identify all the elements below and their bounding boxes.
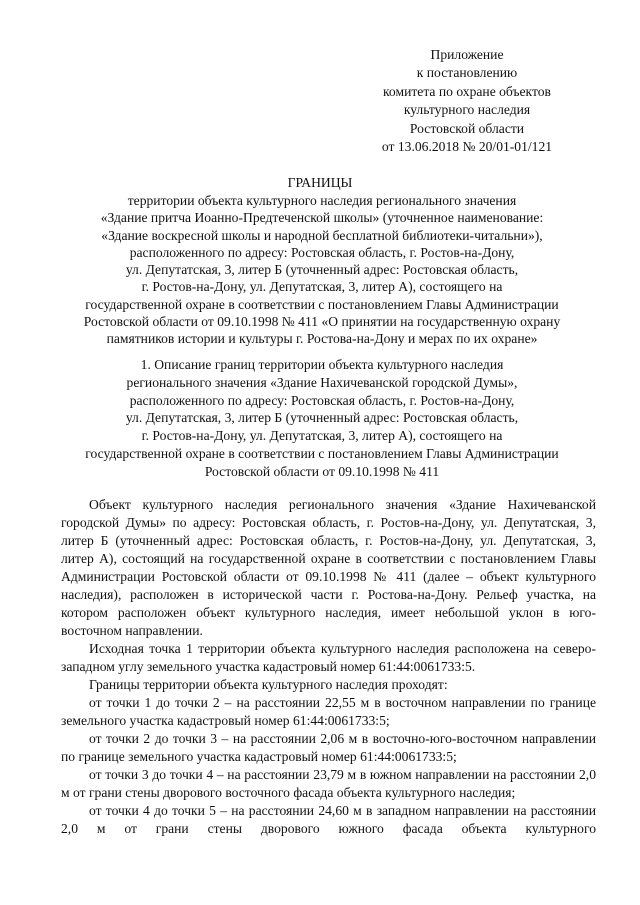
appendix-line: Ростовской области [409,120,525,136]
intro-line: «Здание притча Иоанно-Предтеченской школы» (уточненное наименование: [100,210,544,226]
section-line: регионального значения «Здание Нахичеванской городской Думы», [126,374,518,390]
appendix-line: Приложение [430,47,504,62]
intro-line: государственной охране в соответствии с постановлением Главы Администрации [85,296,559,312]
intro-line: ул. Депутатская, 3, литер Б (уточненный адрес: Ростовская область, [125,262,519,278]
section-line: расположенного по адресу: Ростовская область, г. Ростов-на-Дону, [129,392,515,408]
intro-line: г. Ростов-на-Дону, ул. Депутатская, 3, литер А), состоящего на [141,279,503,295]
intro-line: территории объекта культурного наследия регионального значения [127,193,517,208]
intro-block [52,192,592,348]
paragraph: от точки 2 до точки 3 – на расстоянии 2,06 м в восточно-юго-восточном направлении по границе земельного участка кадастровый номер 61:44:0061733:5; [61,731,596,764]
paragraph: Исходная точка 1 территории объекта культурного наследия расположена на северо-западном углу земельного участка кадастровый номер 61:44:0061733:5. [61,641,596,674]
section-line: г. Ростов-на-Дону, ул. Депутатская, 3, литер А), состоящего на [141,428,503,444]
paragraph: от точки 4 до точки 5 – на расстоянии 24,60 м в западном направлении на расстоянии 2,0 м от грани стены дворового южного фасада объекта культурного [61,803,596,836]
intro-line: «Здание воскресной школы и народной бесплатной библиотеки-читальни»), [101,227,543,243]
paragraph: Объект культурного наследия регионального значения «Здание Нахичеванской городской Думы» по адресу: Ростовская область, г. Ростов-на-Дону, ул. Депутатская, 3, литер Б (уточненный адрес: Ростовская область, г. Ростов-на-Дону, ул. Депутатская, 3, литер А), состоящий на государственной охране в соответствии с постановлением Главы Администрации Ростовской области от 09.10.1998 № 411 (далее – объект культурного наследия), расположен в исторической части г. Ростова-на-Дону. Рельеф участка, на котором расположен объект культурного наследия, имеет небольшой уклон в юго-восточном направлении. [61,497,596,638]
section-line: государственной охране в соответствии с постановлением Главы Администрации [85,445,559,461]
section-line: ул. Депутатская, 3, литер Б (уточненный адрес: Ростовская область, [125,410,519,426]
appendix-line: культурного наследия [403,102,531,118]
intro-line: Ростовской области от 09.10.1998 № 411 «О принятии на государственную охрану [83,314,561,330]
appendix-line: от 13.06.2018 № 20/01-01/121 [381,139,553,155]
section-line: 1. Описание границ территории объекта культурного наследия [140,357,504,372]
paragraph: от точки 3 до точки 4 – на расстоянии 23,79 м в южном направлении на расстоянии 2,0 м от грани стены дворового восточного фасада объекта культурного наследия; [61,767,596,800]
document-title: ГРАНИЦЫ [287,175,353,190]
intro-line: расположенного по адресу: Ростовская область, г. Ростов-на-Дону, [129,244,515,260]
appendix-line: комитета по охране объектов [383,83,551,99]
section-heading [52,356,592,481]
appendix-block [352,46,582,156]
paragraph: от точки 1 до точки 2 – на расстоянии 22,55 м в восточном направлении по границе земельного участка кадастровый номер 61:44:0061733:5; [61,695,596,728]
appendix-line: к постановлению [416,65,518,81]
paragraph: Границы территории объекта культурного наследия проходят: [89,677,448,692]
section-line: Ростовской области от 09.10.1998 № 411 [204,463,440,479]
body-text [61,496,596,838]
intro-line: памятников истории и культуры г. Ростова-на-Дону и мерах по их охране» [106,331,538,347]
